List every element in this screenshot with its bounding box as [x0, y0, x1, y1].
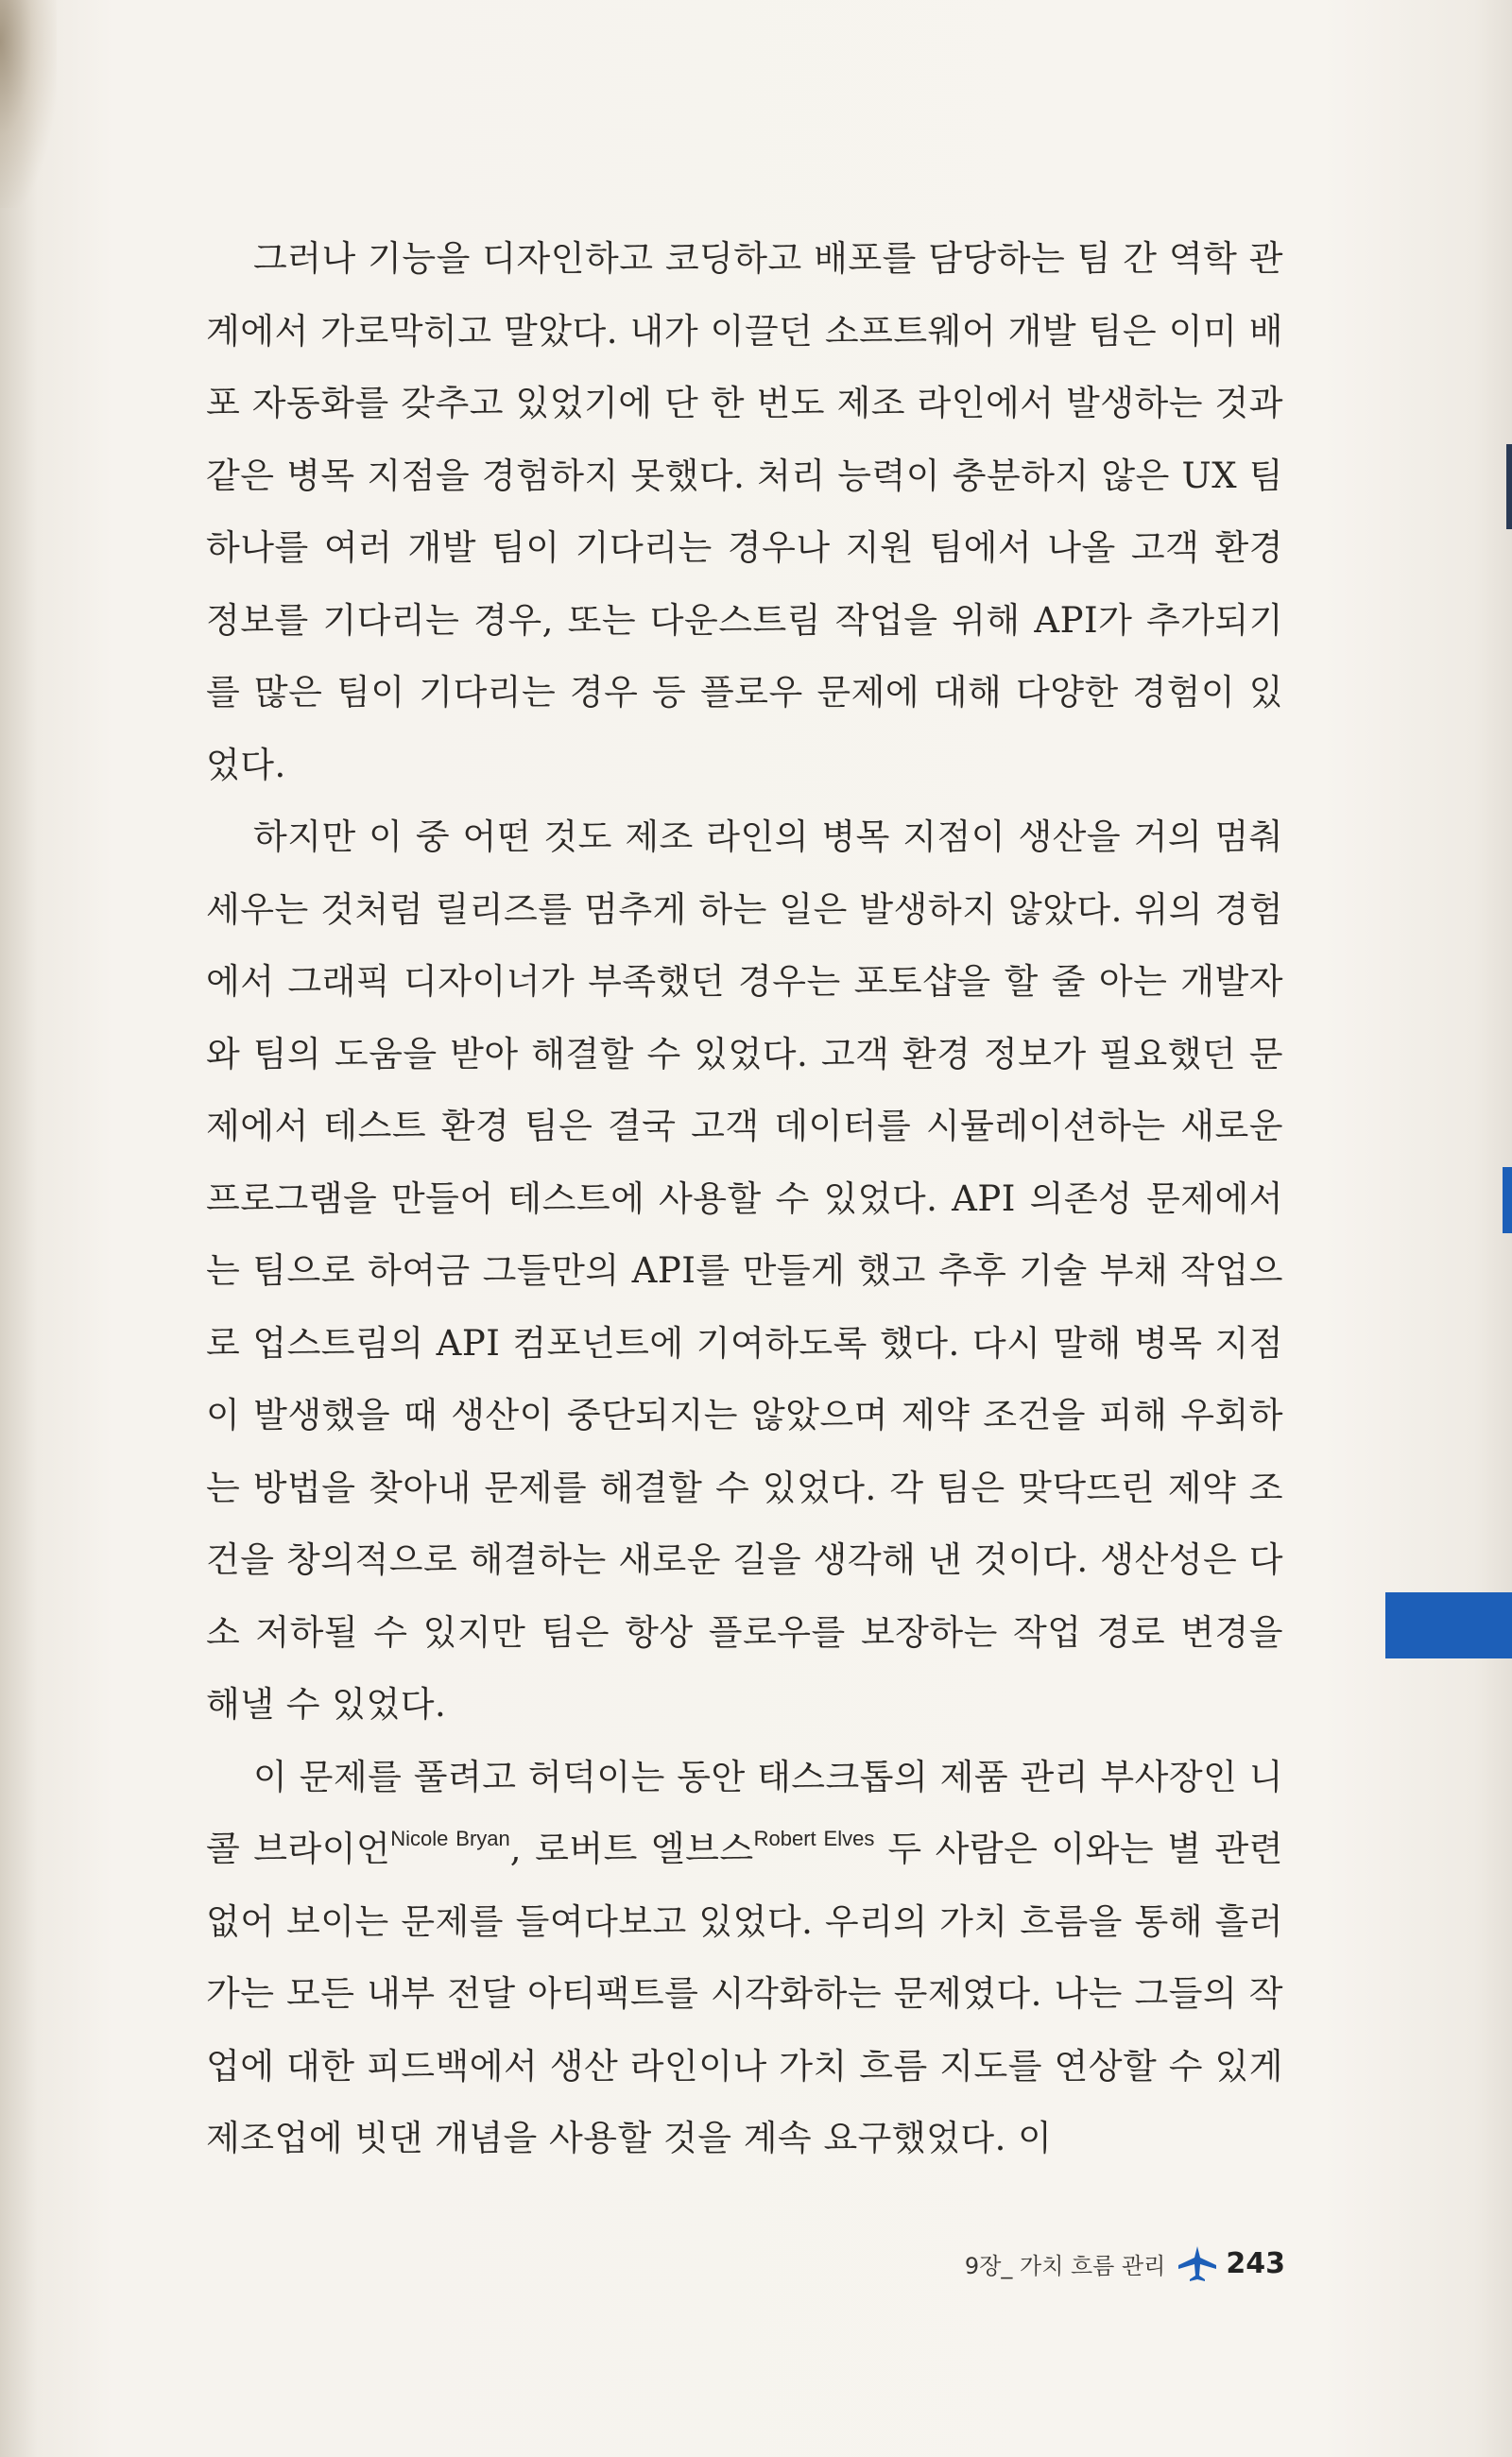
paragraph-1: 그러나 기능을 디자인하고 코딩하고 배포를 담당하는 팀 간 역학 관계에서 가로막히고 말았다. 내가 이끌던 소프트웨어 개발 팀은 이미 배포 자동화를 갖추고 있었기에 단 한 번도 제조 라인에서 발생하는 것과 같은 병목 지점을 경험하지 못했다. 처리 능력이 충분하지 않은 UX 팀 하나를 여러 개발 팀이 기다리는 경우나 지원 팀에서 나올 고객 환경 정보를 기다리는 경우, 또는 다운스트림 작업을 위해 API가 추가되기를 많은 팀이 기다리는 경우 등 플로우 문제에 대해 다양한 경험이 있었다. — [206, 238, 1284, 785]
chapter-title: 9장_ 가치 흐름 관리 — [964, 2252, 1166, 2279]
chapter-tab-marker-large — [1385, 1592, 1512, 1658]
paragraph-3-part-1: 이 문제를 풀려고 허덕이는 동안 태스크톱의 제품 관리 부사장인 니콜 브라이언 — [206, 1756, 1283, 1869]
body-text — [206, 223, 1283, 2175]
paragraph-2: 하지만 이 중 어떤 것도 제조 라인의 병목 지점이 생산을 거의 멈춰 세우는 것처럼 릴리즈를 멈추게 하는 일은 발생하지 않았다. 위의 경험에서 그래픽 디자이너가 부족했던 경우는 포토샵을 할 줄 아는 개발자와 팀의 도움을 받아 해결할 수 있었다. 고객 환경 정보가 필요했던 문제에서 테스트 환경 팀은 결국 고객 데이터를 시뮬레이션하는 새로운 프로그램을 만들어 테스트에 사용할 수 있었다. API 의존성 문제에서는 팀으로 하여금 그들만의 API를 만들게 했고 추후 기술 부채 작업으로 업스트림의 API 컴포넌트에 기여하도록 했다. 다시 말해 병목 지점이 발생했을 때 생산이 중단되지는 않았으며 제약 조건을 피해 우회하는 방법을 찾아내 문제를 해결할 수 있었다. 각 팀은 맞닥뜨린 제약 조건을 창의적으로 해결하는 새로운 길을 생각해 낸 것이다. 생산성은 다소 저하될 수 있지만 팀은 항상 플로우를 보장하는 작업 경로 변경을 해낼 수 있었다. — [206, 816, 1283, 1725]
name-nicole-bryan: Nicole Bryan — [390, 1827, 510, 1850]
page-edge-mark — [1506, 444, 1512, 529]
paragraph-3-part-3: 두 사람은 이와는 별 관련 없어 보이는 문제를 들여다보고 있었다. 우리의 가치 흐름을 통해 흘러가는 모든 내부 전달 아티팩트를 시각화하는 문제였다. 나는 그들의 작업에 대한 피드백에서 생산 라인이나 가치 흐름 지도를 연상할 수 있게 제조업에 빗댄 개념을 사용할 것을 계속 요구했었다. 이 — [206, 1829, 1283, 2158]
page-footer — [926, 2240, 1285, 2287]
name-robert-elves: Robert Elves — [753, 1827, 875, 1850]
paragraph-3 — [206, 1742, 1283, 2175]
page-fold-shadow — [0, 0, 57, 208]
airplane-icon — [1177, 2244, 1218, 2282]
paragraph-3-part-2: , 로버트 엘브스 — [509, 1829, 754, 1869]
chapter-tab-marker — [1503, 1167, 1512, 1233]
page-number: 243 — [1226, 2246, 1285, 2280]
